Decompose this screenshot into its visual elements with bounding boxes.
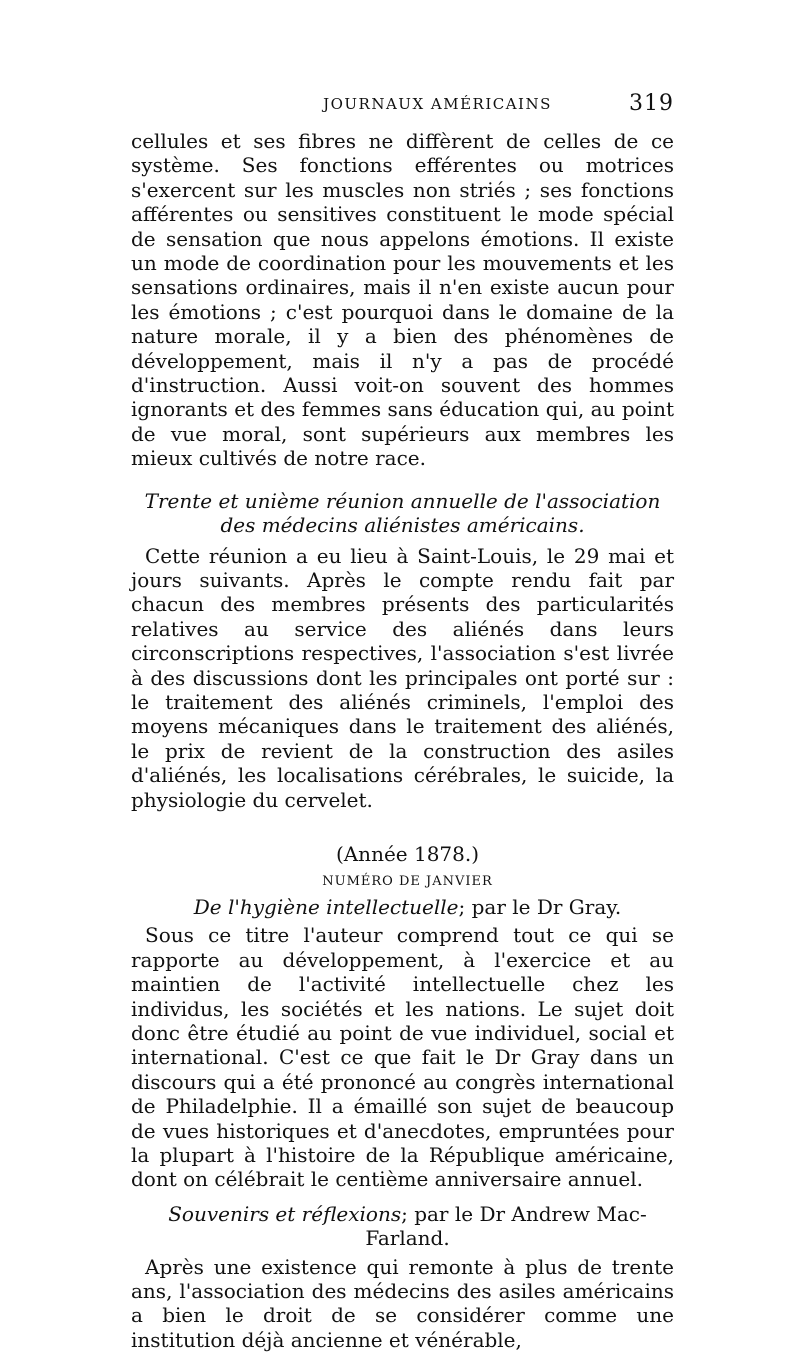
hygiene-article-title xyxy=(131,895,674,919)
running-header xyxy=(131,91,674,129)
reunion-paragraph: Cette réunion a eu lieu à Saint-Louis, le 29 mai et jours suivants. Après le compte rendu fait par chacun des membres présents des particularités relatives au service des aliénés dans leurs circonscriptions respectives, l'association s'est livrée à des discussions dont les principales ont porté sur : le traitement des aliénés criminels, l'emploi des moyens mécaniques dans le traitement des aliénés, le prix de revient de la construction des asiles d'aliénés, les localisations cérébrales, le suicide, la physiologie du cervelet. xyxy=(131,543,674,812)
page-number: 319 xyxy=(629,91,674,116)
souvenirs-title-italic: Souvenirs et réflexions xyxy=(168,1201,402,1226)
hygiene-title-italic: De l'hygiène intellectuelle xyxy=(193,894,459,919)
souvenirs-article-title xyxy=(131,1202,674,1251)
souvenirs-title-author: ; par le Dr Andrew Mac-Farland. xyxy=(365,1201,647,1251)
issue-heading: NUMÉRO DE JANVIER xyxy=(322,873,493,889)
souvenirs-paragraph: Après une existence qui remonte à plus de trente ans, l'association des médecins des asiles américains a bien le droit de se considérer comme une institution déjà ancienne et vénérable, xyxy=(131,1254,674,1352)
continuation-paragraph: cellules et ses fibres ne diffèrent de celles de ce système. Ses fonctions efférentes ou motrices s'exercent sur les muscles non striés ; ses fonctions afférentes ou sensitives constituent le mode spécial de sensation que nous appelons émotions. Il existe un mode de coordination pour les mouvements et les sensations ordinaires, mais il n'en existe aucun pour les émotions ; c'est pourquoi dans le domaine de la nature morale, il y a bien des phénomènes de développement, mais il n'y a pas de procédé d'instruction. Aussi voit-on souvent des hommes ignorants et des femmes sans éducation qui, au point de vue moral, sont supérieurs aux membres les mieux cultivés de notre race. xyxy=(131,129,674,471)
hygiene-paragraph: Sous ce titre l'auteur comprend tout ce qui se rapporte au développement, à l'exercice et au maintien de l'activité intellectuelle chez les individus, les sociétés et les nations. Le sujet doit donc être étudié au point de vue individuel, social et international. C'est ce que fait le Dr Gray dans un discours qui a été prononcé au congrès international de Philadelphie. Il a émaillé son sujet de beaucoup de vues historiques et d'anecdotes, empruntées pour la plupart à l'histoire de la République américaine, dont on célébrait le centième anniversaire annuel. xyxy=(131,923,674,1192)
reunion-heading: Trente et unième réunion annuelle de l'association des médecins aliénistes américains. xyxy=(144,488,661,538)
hygiene-title-author: ; par le Dr Gray. xyxy=(458,894,622,919)
running-title: JOURNAUX AMÉRICAINS xyxy=(323,95,552,113)
reunion-section xyxy=(131,489,674,812)
year-heading: (Année 1878.) xyxy=(335,841,480,866)
